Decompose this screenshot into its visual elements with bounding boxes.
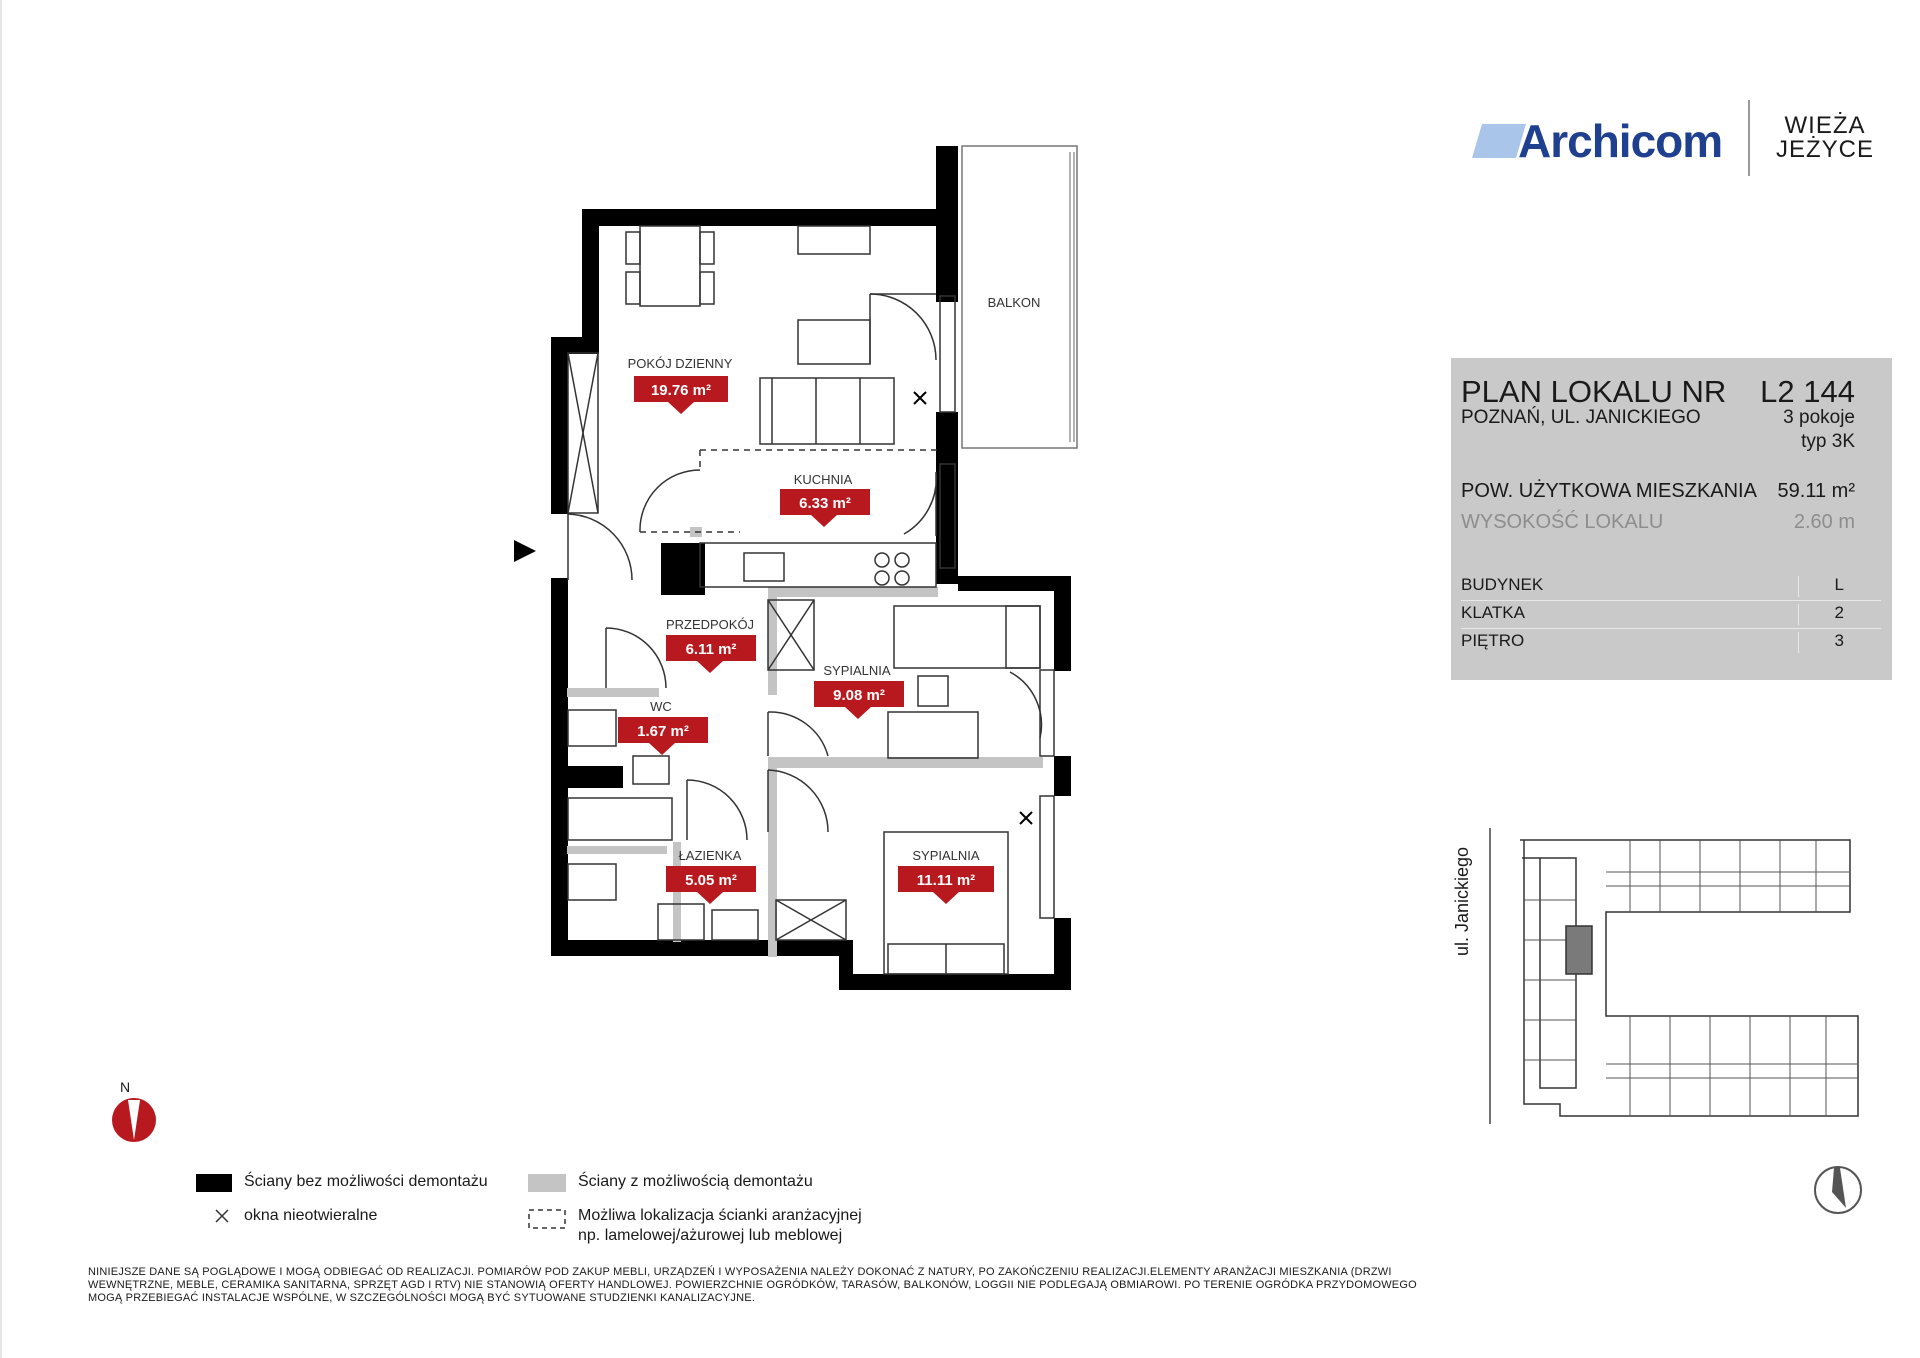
area-value-lazienka: 5.05 m² [685, 872, 737, 889]
sideboard [798, 226, 870, 254]
legend-removable-walls: Ściany z możliwością demontażu [578, 1173, 813, 1190]
kitchen-counter [700, 543, 936, 587]
room-name-pokoj-dzienny: POKÓJ DZIENNY [627, 356, 733, 371]
legend-fixed-walls: Ściany bez możliwości demontażu [244, 1173, 488, 1190]
room-name-sypialnia-2: SYPIALNIA [912, 848, 980, 863]
project-name-line1: WIEŻA [1784, 112, 1866, 139]
bath-toilet [568, 864, 616, 900]
apartment-number: L2 144 [1760, 374, 1855, 409]
info-row-value: 2 [1834, 603, 1844, 622]
apartment-type: typ 3K [1801, 431, 1855, 452]
north-compass-icon [112, 1079, 156, 1142]
coffee-table [798, 320, 870, 364]
legend-swatch-removable [528, 1174, 566, 1192]
desk-chair [918, 676, 948, 706]
info-row-key: PIĘTRO [1461, 631, 1525, 650]
legend-swatch-fixed [196, 1174, 232, 1192]
company-name: Archicom [1518, 115, 1723, 167]
usable-area-value: 59.11 m² [1777, 480, 1855, 502]
legend-fixed-window-icon [216, 1210, 228, 1222]
dining-table [640, 226, 700, 306]
info-row-key: KLATKA [1461, 603, 1525, 622]
desk [888, 712, 978, 758]
room-name-wc: WC [650, 699, 672, 714]
wc-sink [633, 756, 669, 784]
disclaimer: NINIEJSZE DANE SĄ POGLĄDOWE I MOGĄ ODBIEGAĆ OD REALIZACJI. POMIARÓW POD ZAKUP MEBLI, URZĄDZEŃ I WYPOSAŻENIA NALEŻY DOKONAĆ Z NATURY, PO ZAKOŃCZENIU REALIZACJI.ELEMENTY ARANŻACJI MIESZKANIA (DRZWI WEWNĘTRZNE, MEBLE, CERAMIKA SANITARNA, SPRZĘT AGD I RTV) NIE STANOWIĄ OFERTY HANDLOWEJ. POWIERZCHNIE OGRÓDKÓW, TARASÓW, BALKONÓW, LOGGII NIE PODLEGAJĄ OBMIAROWI. PO TERENIE OGRÓDKA PRZYDOMOWEGO MOGĄ PRZEBIEGAĆ INSTALACJE WSPÓLNE, W SZCZEGÓLNOŚCI MOGĄ BYĆ SYTUOWANE STUDZIENKI KANALIZACYJNE. [88, 1266, 1417, 1304]
room-name-sypialnia-1: SYPIALNIA [823, 663, 891, 678]
site-key-plan [1490, 828, 1858, 1124]
plan-title: PLAN LOKALU NR [1461, 374, 1727, 409]
info-row-key: BUDYNEK [1461, 575, 1544, 594]
area-badge-pokoj-dzienny [634, 376, 728, 414]
area-badge-wc [618, 717, 708, 755]
height-label: WYSOKOŚĆ LOKALU [1461, 511, 1664, 533]
compass-letter: N [120, 1079, 131, 1095]
area-value-sypialnia-2: 11.11 m² [916, 872, 976, 889]
legend-partition-line2: np. lamelowej/ażurowej lub meblowej [578, 1227, 843, 1244]
apartment-location-marker [1566, 926, 1592, 974]
room-count: 3 pokoje [1783, 407, 1855, 428]
info-row-value: L [1834, 575, 1844, 594]
sofa [760, 378, 894, 444]
bath-sink [712, 910, 758, 940]
legend-partition-line1: Możliwa lokalizacja ścianki aranżacyjnej [578, 1207, 862, 1224]
area-value-sypialnia-1: 9.08 m² [833, 687, 885, 704]
wc-toilet [568, 710, 616, 746]
area-value-kuchnia: 6.33 m² [799, 495, 851, 512]
area-badge-sypialnia-1 [814, 681, 904, 719]
area-badge-kuchnia [780, 489, 870, 527]
single-bed [894, 606, 1040, 668]
project-name-line2: JEŻYCE [1775, 136, 1874, 163]
room-name-balkon: BALKON [987, 295, 1041, 310]
area-value-pokoj-dzienny: 19.76 m² [650, 382, 712, 399]
legend-swatch-partition [529, 1210, 565, 1228]
area-badge-sypialnia-2 [898, 866, 994, 904]
apartment-address: POZNAŃ, UL. JANICKIEGO [1461, 407, 1701, 428]
room-name-lazienka: ŁAZIENKA [678, 848, 742, 863]
usable-area-label: POW. UŻYTKOWA MIESZKANIA [1461, 480, 1757, 502]
area-value-przedpokoj: 6.11 m² [685, 641, 737, 658]
street-label: ul. Janickiego [1452, 846, 1472, 956]
height-value: 2.60 m [1793, 511, 1855, 533]
north-arrow-icon [1815, 1167, 1861, 1213]
room-name-przedpokoj: PRZEDPOKÓJ [665, 617, 755, 632]
bathtub [568, 798, 672, 840]
area-badge-przedpokoj [666, 635, 756, 673]
info-row-value: 3 [1834, 631, 1844, 650]
room-name-kuchnia: KUCHNIA [793, 472, 853, 487]
entrance-arrow [514, 540, 536, 562]
legend-fixed-windows: okna nieotwieralne [244, 1207, 378, 1224]
area-value-wc: 1.67 m² [637, 723, 689, 740]
